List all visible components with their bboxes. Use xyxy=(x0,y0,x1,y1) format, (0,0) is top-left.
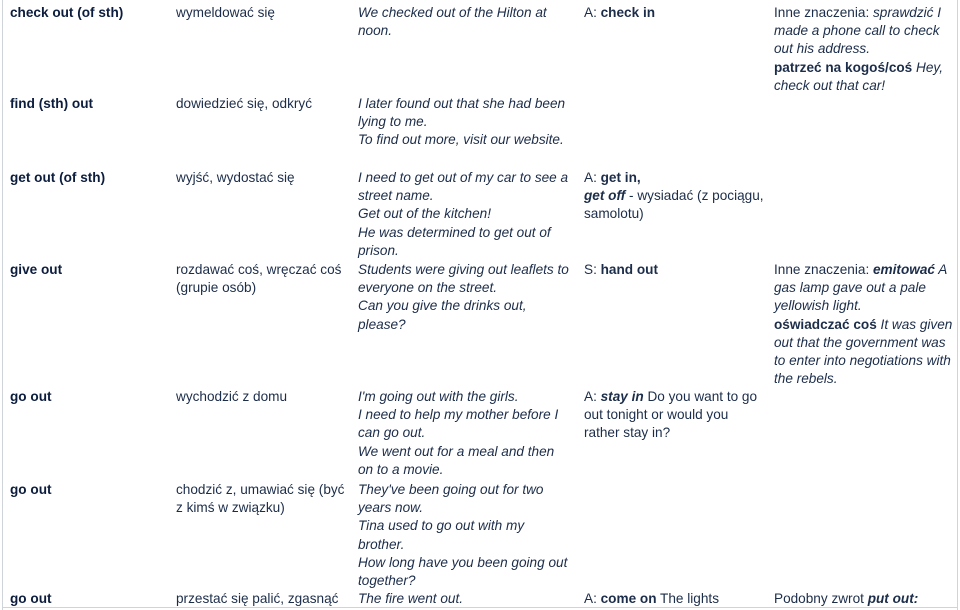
meaning: wyjść, wydostać się xyxy=(176,170,295,185)
meaning: wychodzić z domu xyxy=(176,389,288,404)
phrasal-verb: check out (of sth) xyxy=(10,5,124,20)
example-list xyxy=(358,261,570,334)
other-meanings: Inne znaczenia: sprawdzić I made a phone call to check out his address. patrzeć na kogoś/coś Hey, check out that car! xyxy=(774,5,943,93)
related-verb: A: check in xyxy=(584,5,656,20)
related-verb: A: get in, get off - wysiadać (z pociągu, samolotu) xyxy=(584,170,764,222)
meaning: przestać się palić, zgasnąć xyxy=(176,591,339,606)
example-list xyxy=(358,481,570,590)
phrasal-verb: get out (of sth) xyxy=(10,170,106,185)
related-verb: A: come on The lights xyxy=(584,591,719,606)
example-list xyxy=(358,388,570,479)
example-list xyxy=(358,169,570,260)
example: I need to get out of my car to see a street name. xyxy=(358,170,569,204)
related-verb: A: stay in Do you want to go out tonight or would you rather stay in? xyxy=(584,389,758,441)
meaning: chodzić z, umawiać się (być z kimś w związku) xyxy=(176,482,345,516)
example-list xyxy=(358,590,570,608)
example: Tina used to go out with my brother. xyxy=(358,518,525,552)
phrasal-verb: go out xyxy=(10,389,52,404)
example: We went out for a meal and then on to a movie. xyxy=(358,443,555,477)
example: I'm going out with the girls. xyxy=(358,389,519,404)
phrasal-verb: go out xyxy=(10,591,52,606)
phrasal-verb: go out xyxy=(10,482,52,497)
example: He was determined to get out of prison. xyxy=(358,224,551,258)
table-border-right xyxy=(957,0,958,610)
example: They've been going out for two years now. xyxy=(358,482,544,516)
meaning: rozdawać coś, wręczać coś (grupie osób) xyxy=(176,262,342,296)
phrasal-verb: find (sth) out xyxy=(10,96,94,111)
meaning: wymeldować się xyxy=(176,5,275,20)
example: Get out of the kitchen! xyxy=(358,206,491,222)
example: We checked out of the Hilton at noon. xyxy=(358,5,547,39)
example: I later found out that she had been lying to me. xyxy=(358,96,566,130)
example: How long have you been going out together? xyxy=(358,554,568,589)
related-verb: S: hand out xyxy=(584,262,659,277)
meaning: dowiedzieć się, odkryć xyxy=(176,96,312,111)
phrasal-verb: give out xyxy=(10,262,63,277)
example: Students were giving out leaflets to everyone on the street. xyxy=(358,262,569,296)
table-border-left xyxy=(2,0,3,610)
example: The fire went out. xyxy=(358,591,464,606)
other-meanings: Inne znaczenia: emitować A gas lamp gave out a pale yellowish light. oświadczać coś It was given out that the government was to enter into negotiations with the rebels. xyxy=(774,262,953,387)
other-meanings: Podobny zwrot put out: xyxy=(774,591,919,606)
example-list xyxy=(358,95,570,150)
example: Can you give the drinks out, please? xyxy=(358,298,527,332)
example: To find out more, visit our website. xyxy=(358,132,564,148)
example: I need to help my mother before I can go out. xyxy=(358,407,559,441)
